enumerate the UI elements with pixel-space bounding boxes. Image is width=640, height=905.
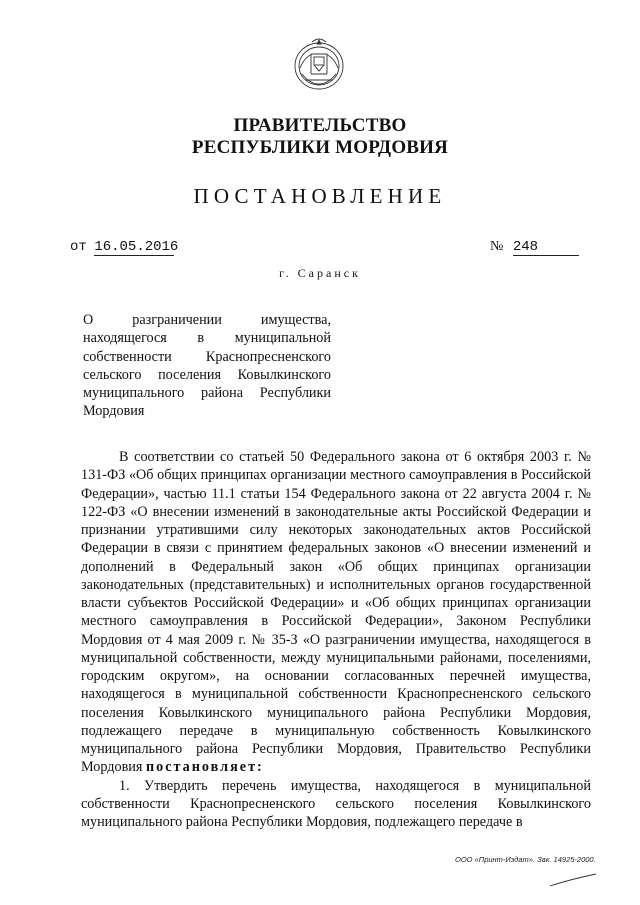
body-paragraph: [81, 777, 591, 832]
paragraph-text: В соответствии со статьей 50 Федерального закона от 6 октября 2003 г. № 131-ФЗ «Об общих принципах организации местного самоуправления в Российской Федерации», частью 11.1 статьи 154 Федерального закона от 22 августа 2004 г. № 122-ФЗ «О внесении изменений в законодательные акты Российской Федерации и признании утратившими силу некоторых законодательных актов Российской Федерации в связи с принятием федеральных законов «О внесении изменений и дополнений в Федеральный закон «Об общих принципах организации законодательных (представительных) и исполнительных органов государственной власти субъектов Российской Федерации» и «Об общих принципах организации местного самоуправления в Российской Федерации», Законом Республики Мордовия от 4 мая 2009 г. № 35-З «О разграничении имущества, находящегося в муниципальной собственности, между муниципальными районами, поселениями, городским округом», на основании согласованных перечней имущества, находящегося в муниципальной собственности Краснопресненского сельского поселения Ковылкинского муниципального района Республики Мордовия, подлежащего передаче в муниципальную собственность Ковылкинского муниципального района Республики Мордовия, Правительство Республики Мордовия: [81, 449, 591, 776]
document-body: [81, 448, 591, 831]
print-note: ООО «Принт-Издат». Зак. 14925-2000.: [455, 855, 596, 864]
paragraph-text: 1. Утвердить перечень имущества, находящегося в муниципальной собственности Краснопресненского сельского поселения Ковылкинского муниципального района Республики Мордовия, подлежащего передаче в: [81, 777, 591, 830]
number-value: 248: [513, 239, 579, 256]
document-number: [490, 239, 579, 256]
organization-name-line2: РЕСПУБЛИКИ МОРДОВИЯ: [191, 137, 449, 158]
city-line: г. Саранск: [279, 266, 361, 280]
body-paragraph: [81, 448, 591, 777]
pen-stroke: [548, 870, 598, 888]
document-subject: О разграничении имущества, находящегося в муниципальной собственности Краснопресненского сельского поселения Ковылкинского муниципального района Республики Мордовия: [83, 312, 331, 420]
coat-of-arms-icon: [292, 34, 346, 92]
date-prefix: от: [70, 239, 87, 255]
date-value: 16.05.2016: [94, 239, 179, 255]
resolution-keyword: постановляет:: [145, 759, 264, 776]
organization-name-line1: ПРАВИТЕЛЬСТВО: [233, 115, 407, 136]
document-type-title: ПОСТАНОВЛЕНИЕ: [193, 184, 447, 208]
document-date: [70, 239, 179, 256]
number-prefix: №: [490, 239, 504, 254]
